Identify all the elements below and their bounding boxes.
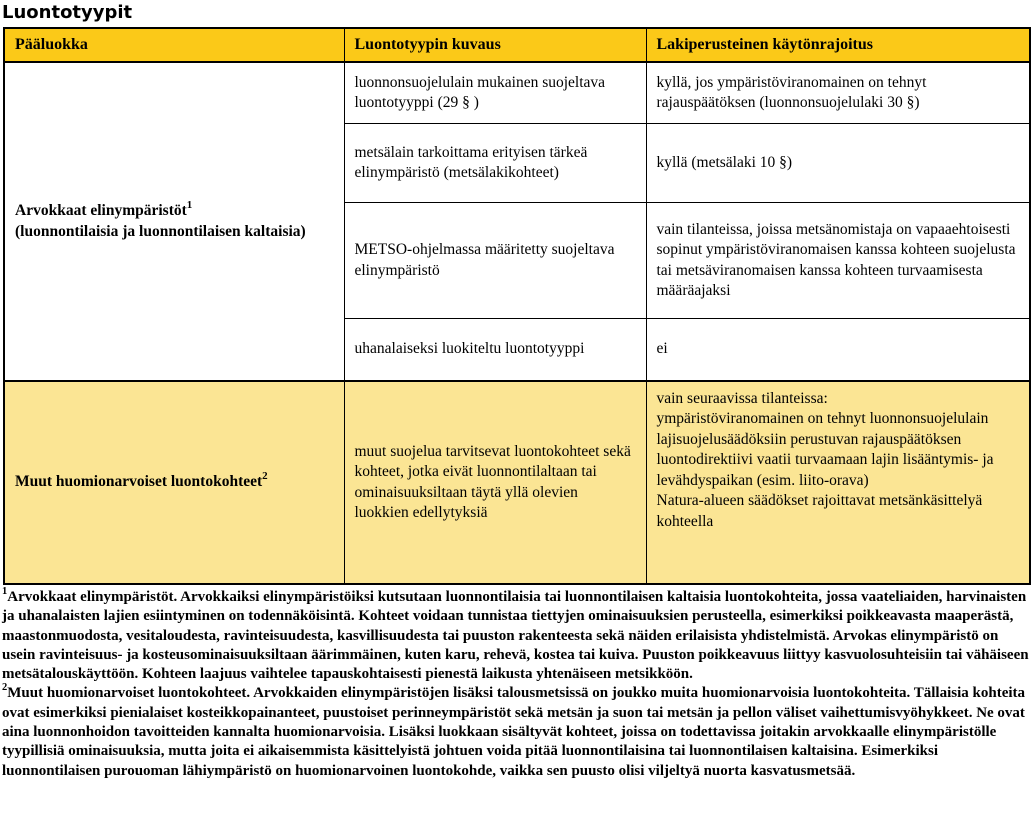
paaluokka-main-text: Muut huomionarvoiset luontokohteet$^2$	[15, 470, 268, 491]
footnote-1-marker: 1	[2, 586, 8, 597]
cell-rajoitus-muut	[646, 381, 1030, 584]
cell-rajoitus-metso: vain tilanteissa, joissa metsänomistaja on vapaaehtoisesti sopinut ympäristöviranomaisen kanssa kohteen suojelusta tai metsäviranomaisen kanssa kohteen turvaamisesta määräajaksi	[646, 203, 1030, 319]
col-header-kuvaus: Luontotyypin kuvaus	[344, 28, 646, 62]
cell-kuvaus-metsalaki: metsälain tarkoittama erityisen tärkeä elinympäristö (metsälakikohteet)	[344, 124, 646, 203]
footnote-1	[2, 588, 1030, 684]
paaluokka-suffix-text: (luonnontilaisia ja luonnontilaisen kaltaisia)	[15, 222, 306, 240]
table-row	[4, 62, 1030, 124]
cell-rajoitus-luonnonsuojelulaki: kyllä, jos ympäristöviranomainen on tehnyt rajauspäätöksen (luonnonsuojelulaki 30 §)	[646, 62, 1030, 124]
paaluokka-main-text: Arvokkaat elinympäristöt$^1$	[15, 198, 193, 220]
cell-kuvaus-luonnonsuojelulaki: luonnonsuojelulain mukainen suojeltava luontotyyppi (29 § )	[344, 62, 646, 124]
footnote-marker-1: 1	[186, 198, 193, 211]
col-header-rajoitus: Lakiperusteinen käytönrajoitus	[646, 28, 1030, 62]
table-row-highlighted	[4, 381, 1030, 584]
rajoitus-line: vain seuraavissa tilanteissa:	[656, 390, 828, 407]
rajoitus-line: Natura-alueen säädökset rajoittavat metsänkäsittelyä kohteella	[656, 492, 983, 530]
footnote-1-text: Arvokkaat elinympäristöt. Arvokkaiksi elinympäristöiksi kutsutaan luonnontilaisia tai luonnontilaisen kaltaisia luontokohteita, jossa vaateliaiden, harvinaisten ja uhanalaisten lajien esiintyminen on todennäköisintä. Kohteet voidaan tunnistaa tiettyjen ominaisuuksien perusteella, esimerkiksi poikkeavasta maaperästä, maastonmuodosta, vesitaloudesta, ravinteisuudesta, kasvillisuudesta tai puuston rakenteesta sekä näiden erilaisista yhdistelmistä. Arvokas elinympäristö on usein ravinteisuus- ja kosteusominaisuuksiltaan äärimmäinen, kuten karu, rehevä, kostea tai kuiva. Puuston poikkeavuus liittyy kasvuolosuhteisiin tai vähäiseen metsätalouskäyttöön. Kohteen laajuus vaihtelee tapauskohtaisesti pienestä laikusta yhtenäiseen metsikköön.	[2, 589, 1029, 683]
cell-kuvaus-muut: muut suojelua tarvitsevat luontokohteet sekä kohteet, jotka eivät luonnontilaltaan tai ominaisuuksiltaan täytä yllä olevien luokkien edellytyksiä	[344, 381, 646, 584]
page-title: Luontotyypit	[2, 2, 133, 23]
cell-kuvaus-metso: METSO-ohjelmassa määritetty suojeltava elinympäristö	[344, 203, 646, 319]
footnote-2	[2, 684, 1030, 780]
footnote-marker-2: 2	[262, 470, 268, 483]
cell-rajoitus-metsalaki: kyllä (metsälaki 10 §)	[646, 124, 1030, 203]
rajoitus-line: luontodirektiivi vaatii turvaamaan lajin lisääntymis- ja levähdyspaikan (esim. liito-orava)	[656, 451, 994, 489]
footnotes	[2, 588, 1030, 781]
cell-rajoitus-uhanalainen: ei	[646, 319, 1030, 382]
cell-kuvaus-uhanalainen: uhanalaiseksi luokiteltu luontotyyppi	[344, 319, 646, 382]
luontotyypit-table	[3, 27, 1031, 585]
cell-paaluokka-arvokkaat	[4, 62, 344, 381]
table-header-row	[4, 28, 1030, 62]
footnote-2-text: Muut huomionarvoiset luontokohteet. Arvokkaiden elinympäristöjen lisäksi talousmetsissä on joukko muita huomionarvoisia luontokohteita. Tällaisia kohteita ovat esimerkiksi pienialaiset kosteikkopainanteet, puustoiset perinneympäristöt sekä metsän ja suon tai metsän ja pellon väliset vaihettumisvyöhykkeet. Ne ovat aina luonnonhoidon tavoitteiden kannalta huomionarvoisia. Lisäksi luokkaan sisältyvät kohteet, joissa on todettavissa joitakin arvokkaalle elinympäristölle tyypillisiä ominaisuuksia, mutta joita ei aikaisemmista käsittelyistä johtuen voida pitää luonnontilaisina tai luonnontilaisen kaltaisina. Esimerkiksi luonnontilaisen purouoman lähiympäristö on huomionarvoinen luontokohde, vaikka sen puusto olisi viljeltyä nuorta kasvatusmetsää.	[2, 685, 1026, 779]
cell-paaluokka-muut	[4, 381, 344, 584]
rajoitus-line: ympäristöviranomainen on tehnyt luonnonsuojelulain lajisuojelusäädöksiin perustuvan rajauspäätöksen	[656, 410, 989, 448]
footnote-2-marker: 2	[2, 682, 8, 694]
col-header-paaluokka: Pääluokka	[4, 28, 344, 62]
